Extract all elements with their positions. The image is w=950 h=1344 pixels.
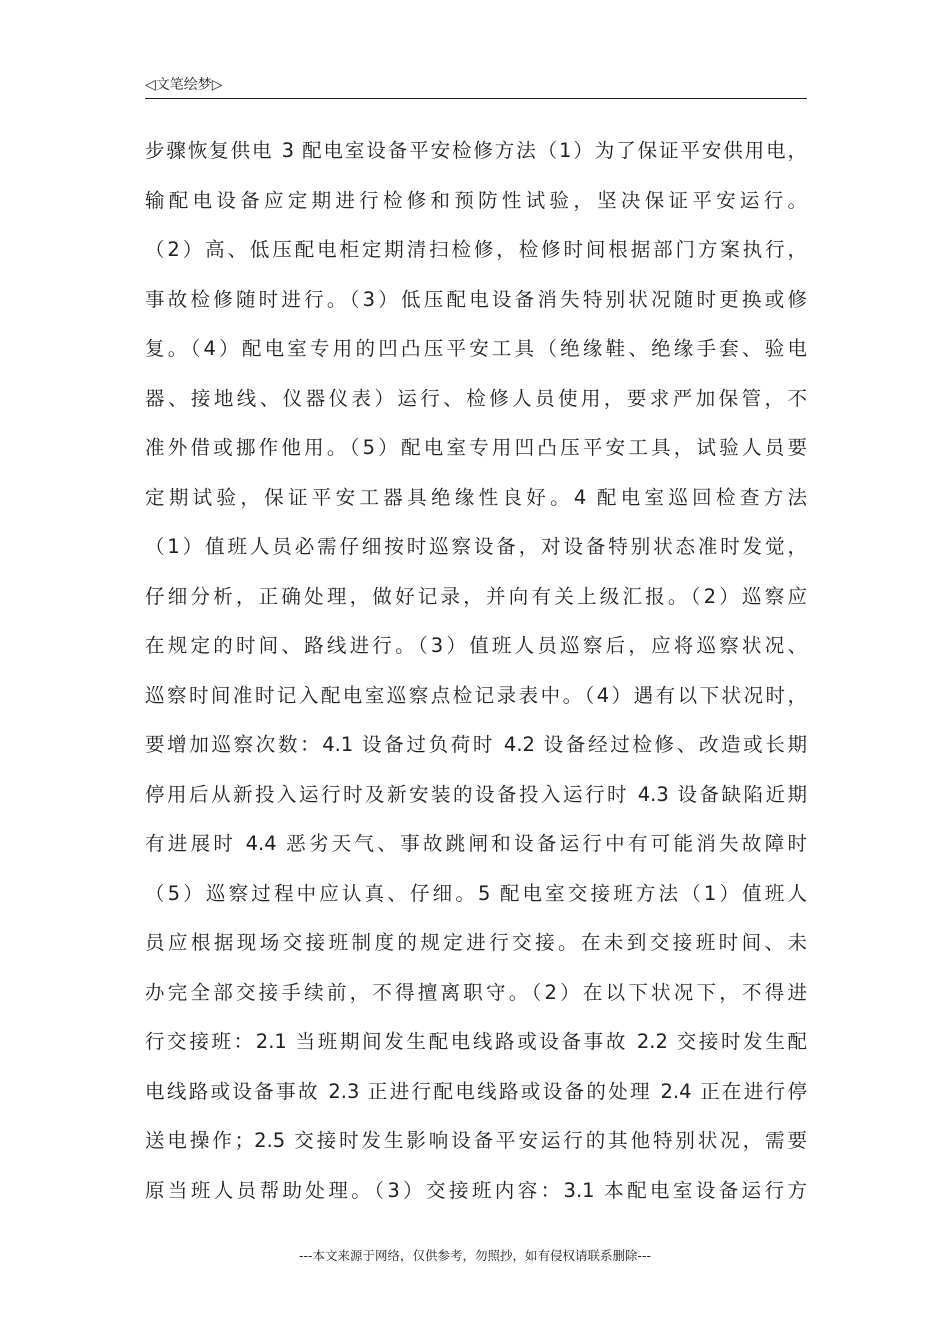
body-line: 器、接地线、仪器仪表）运行、检修人员使用，要求严加保管，不 bbox=[145, 386, 807, 410]
body-line: 在规定的时间、路线进行。（3）值班人员巡察后，应将巡察状况、 bbox=[145, 634, 807, 657]
body-line: 停用后从新投入运行时及新安装的设备投入运行时 4.3 设备缺陷近期 bbox=[145, 782, 807, 806]
body-line: （2）高、低压配电柜定期清扫检修，检修时间根据部门方案执行， bbox=[145, 238, 807, 261]
body-line: 员应根据现场交接班制度的规定进行交接。在未到交接班时间、未 bbox=[145, 931, 807, 954]
body-line: 电线路或设备事故 2.3 正进行配电线路或设备的处理 2.4 正在进行停 bbox=[145, 1079, 807, 1103]
body-line: 输配电设备应定期进行检修和预防性试验，坚决保证平安运行。 bbox=[145, 188, 807, 212]
body-line: 送电操作；2.5 交接时发生影响设备平安运行的其他特别状况，需要 bbox=[145, 1129, 807, 1152]
body-line: 复。（4）配电室专用的凹凸压平安工具（绝缘鞋、绝缘手套、验电 bbox=[145, 337, 807, 360]
header-title: ◁文笔绘梦▷ bbox=[145, 77, 223, 93]
body-line: 原当班人员帮助处理。（3）交接班内容：3.1 本配电室设备运行方 bbox=[145, 1178, 807, 1202]
body-line: 定期试验，保证平安工器具绝缘性良好。4 配电室巡回检查方法 bbox=[145, 485, 807, 509]
document-body bbox=[145, 126, 807, 1215]
body-line: 有进展时 4.4 恶劣天气、事故跳闸和设备运行中有可能消失故障时 bbox=[145, 832, 807, 855]
body-line: 行交接班：2.1 当班期间发生配电线路或设备事故 2.2 交接时发生配 bbox=[145, 1030, 807, 1053]
body-line: 准外借或挪作他用。（5）配电室专用凹凸压平安工具，试验人员要 bbox=[145, 436, 807, 459]
body-line: 巡察时间准时记入配电室巡察点检记录表中。（4）遇有以下状况时， bbox=[145, 683, 807, 707]
page-footer: ---本文来源于网络，仅供参考，勿照抄，如有侵权请联系删除--- bbox=[298, 1248, 652, 1263]
page-header bbox=[145, 76, 807, 99]
body-line: （5）巡察过程中应认真、仔细。5 配电室交接班方法（1）值班人 bbox=[145, 881, 807, 905]
body-line: 办完全部交接手续前，不得擅离职守。（2）在以下状况下，不得进 bbox=[145, 980, 807, 1004]
body-line: 事故检修随时进行。（3）低压配电设备消失特别状况随时更换或修 bbox=[145, 287, 807, 311]
body-line: 步骤恢复供电 3 配电室设备平安检修方法（1）为了保证平安供用电， bbox=[145, 139, 807, 162]
body-line: （1）值班人员必需仔细按时巡察设备，对设备特别状态准时发觉， bbox=[145, 535, 807, 558]
body-line: 仔细分析，正确处理，做好记录，并向有关上级汇报。（2）巡察应 bbox=[145, 584, 807, 608]
body-line: 要增加巡察次数：4.1 设备过负荷时 4.2 设备经过检修、改造或长期 bbox=[145, 733, 807, 756]
